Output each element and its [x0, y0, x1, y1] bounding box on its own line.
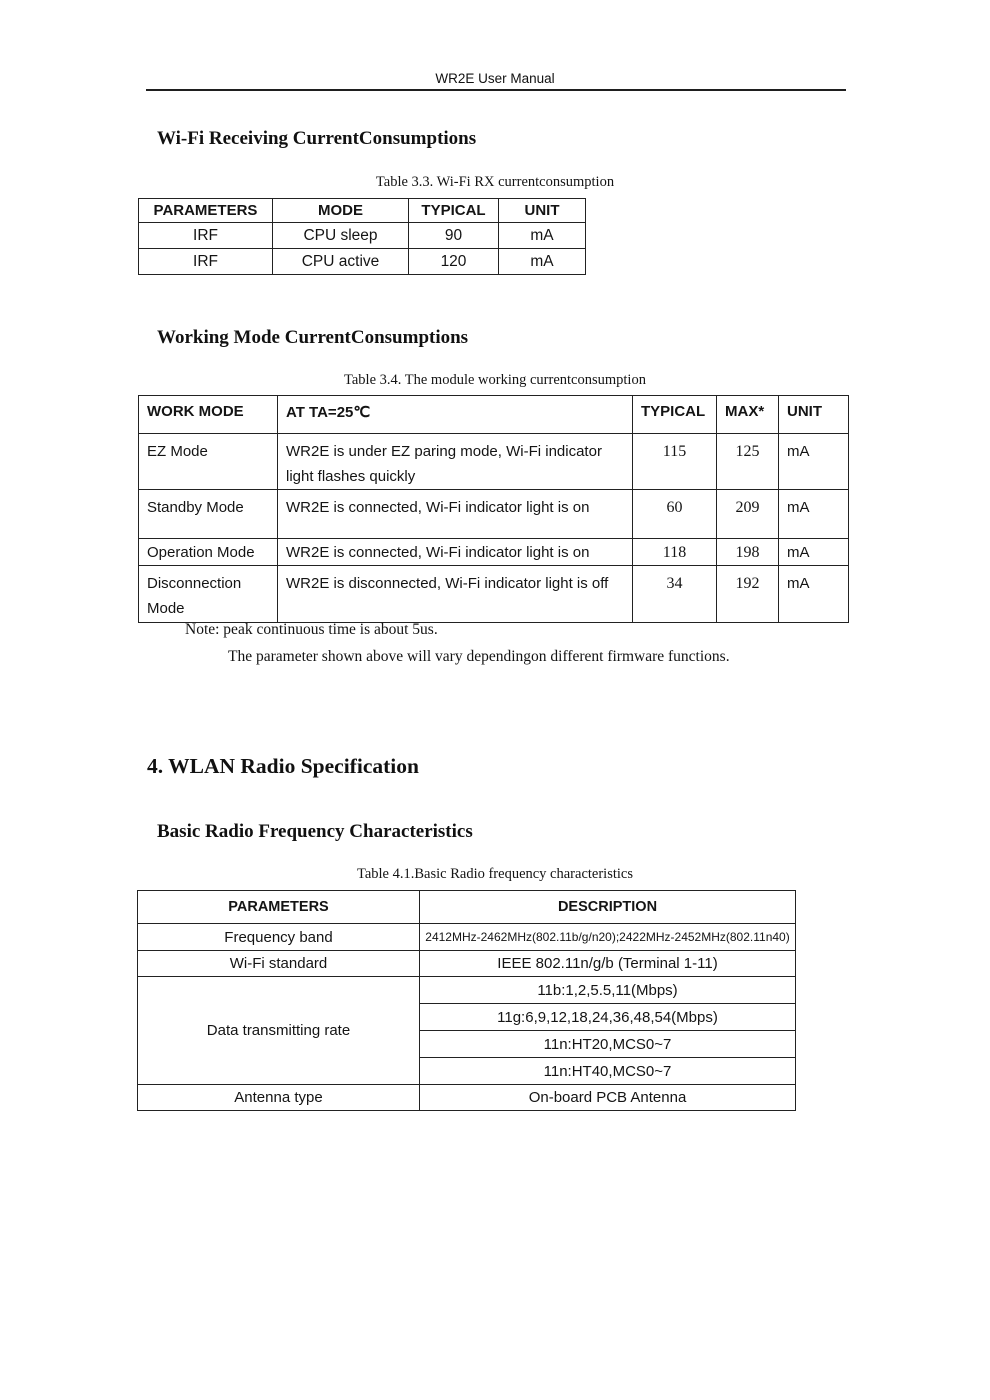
table-header-row	[139, 396, 849, 434]
table-header-row	[138, 891, 796, 924]
page-header-title: WR2E User Manual	[435, 71, 555, 86]
column-header: TYPICAL	[633, 396, 717, 434]
work-mode-cell: Standby Mode	[139, 490, 278, 539]
table-row	[139, 434, 849, 490]
typical-cell: 118	[633, 539, 717, 566]
work-mode-cell: Disconnection Mode	[139, 566, 278, 623]
table-row	[139, 539, 849, 566]
column-header: UNIT	[779, 396, 849, 434]
table-row	[138, 924, 796, 951]
typical-cell: 60	[633, 490, 717, 539]
table-row	[138, 977, 796, 1004]
description-cell: 2412MHz-2462MHz(802.11b/g/n20);2422MHz-2452MHz(802.11n40)	[420, 924, 796, 951]
column-header: UNIT	[499, 199, 586, 223]
typical-cell: 120	[409, 249, 499, 275]
unit-cell: mA	[499, 223, 586, 249]
table-row	[138, 1085, 796, 1111]
parameter-cell: Frequency band	[138, 924, 420, 951]
max-cell: 125	[717, 434, 779, 490]
description-cell: WR2E is under EZ paring mode, Wi-Fi indicator light flashes quickly	[278, 434, 633, 490]
max-cell: 209	[717, 490, 779, 539]
description-cell: 11n:HT40,MCS0~7	[420, 1058, 796, 1085]
unit-cell: mA	[779, 566, 849, 623]
section-heading-basic-radio: Basic Radio Frequency Characteristics	[157, 821, 473, 842]
description-cell: WR2E is connected, Wi-Fi indicator light is on	[278, 539, 633, 566]
table-wifi-rx-current	[138, 198, 586, 275]
description-cell: 11b:1,2,5.5,11(Mbps)	[420, 977, 796, 1004]
description-cell: 11g:6,9,12,18,24,36,48,54(Mbps)	[420, 1004, 796, 1031]
table-row	[139, 249, 586, 275]
column-header: PARAMETERS	[138, 891, 420, 924]
mode-cell: CPU active	[273, 249, 409, 275]
typical-cell: 90	[409, 223, 499, 249]
column-header: TYPICAL	[409, 199, 499, 223]
note-line-1: Note: peak continuous time is about 5us.	[185, 621, 438, 638]
table-3-3-caption: Table 3.3. Wi-Fi RX currentconsumption	[375, 174, 615, 190]
table-3-4-caption: Table 3.4. The module working currentconsumption	[344, 372, 646, 388]
unit-cell: mA	[779, 434, 849, 490]
max-cell: 198	[717, 539, 779, 566]
table-radio-frequency	[137, 890, 796, 1111]
work-mode-cell: EZ Mode	[139, 434, 278, 490]
typical-cell: 34	[633, 566, 717, 623]
description-cell: IEEE 802.11n/g/b (Terminal 1-11)	[420, 951, 796, 977]
parameter-cell: Data transmitting rate	[138, 977, 420, 1085]
mode-cell: CPU sleep	[273, 223, 409, 249]
unit-cell: mA	[779, 539, 849, 566]
parameter-cell: Wi-Fi standard	[138, 951, 420, 977]
description-cell: WR2E is connected, Wi-Fi indicator light is on	[278, 490, 633, 539]
section-heading-working-mode: Working Mode CurrentConsumptions	[157, 327, 469, 348]
description-cell: WR2E is disconnected, Wi-Fi indicator light is off	[278, 566, 633, 623]
column-header: DESCRIPTION	[420, 891, 796, 924]
note-line-2: The parameter shown above will vary dependingon different firmware functions.	[228, 648, 730, 665]
description-cell: 11n:HT20,MCS0~7	[420, 1031, 796, 1058]
parameter-cell: IRF	[139, 249, 273, 275]
table-row	[139, 490, 849, 539]
parameter-cell: Antenna type	[138, 1085, 420, 1111]
column-header: PARAMETERS	[139, 199, 273, 223]
unit-cell: mA	[499, 249, 586, 275]
table-working-mode-current	[138, 395, 849, 623]
table-row	[139, 566, 849, 623]
column-header: AT TA=25℃	[278, 396, 633, 434]
typical-cell: 115	[633, 434, 717, 490]
section-heading-wifi-rx: Wi-Fi Receiving CurrentConsumptions	[157, 128, 477, 149]
table-header-row	[139, 199, 586, 223]
parameter-cell: IRF	[139, 223, 273, 249]
description-cell: On-board PCB Antenna	[420, 1085, 796, 1111]
table-row	[138, 951, 796, 977]
table-row	[139, 223, 586, 249]
column-header: MAX*	[717, 396, 779, 434]
header-divider	[146, 89, 846, 91]
chapter-heading-wlan: 4. WLAN Radio Specification	[147, 754, 419, 778]
column-header: MODE	[273, 199, 409, 223]
max-cell: 192	[717, 566, 779, 623]
table-4-1-caption: Table 4.1.Basic Radio frequency characteristics	[357, 866, 633, 882]
unit-cell: mA	[779, 490, 849, 539]
work-mode-cell: Operation Mode	[139, 539, 278, 566]
column-header: WORK MODE	[139, 396, 278, 434]
